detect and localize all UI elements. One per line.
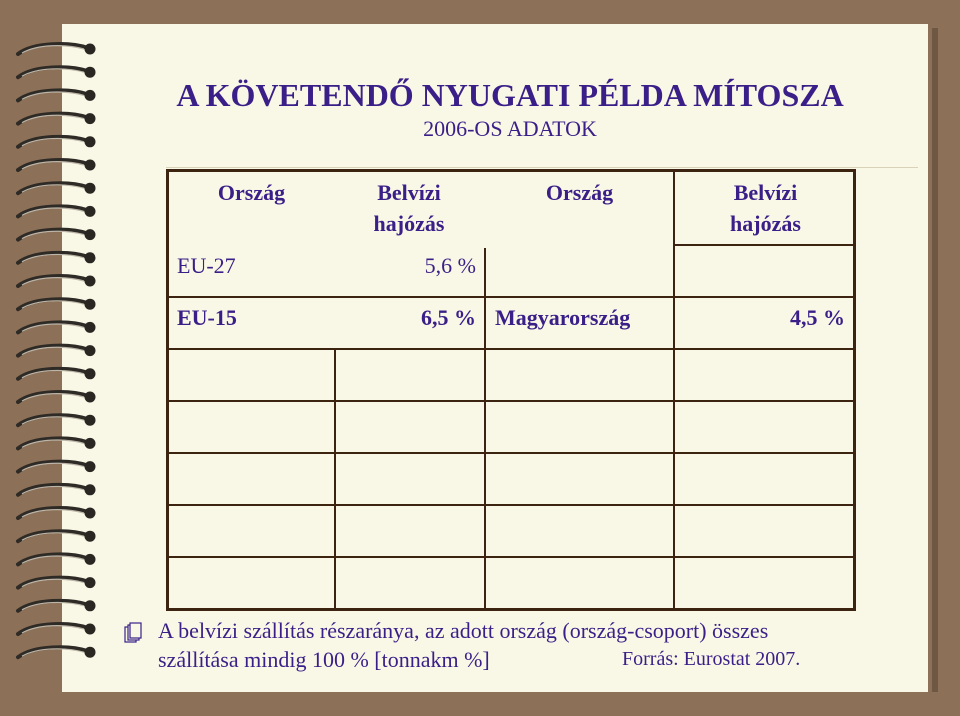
table-vline xyxy=(334,348,336,611)
spiral-hole xyxy=(85,438,96,449)
row2-country: EU-15 xyxy=(177,305,237,330)
spiral-hole xyxy=(85,647,96,658)
spiral-hole xyxy=(85,531,96,542)
spiral-hole xyxy=(85,461,96,472)
title-divider xyxy=(166,167,918,168)
page-bullet-icon xyxy=(124,622,142,644)
spiral-hole xyxy=(85,229,96,240)
spiral-hole xyxy=(85,508,96,519)
header-inland-2-line1: Belvízi xyxy=(733,180,798,205)
data-table xyxy=(166,169,856,611)
spiral-hole xyxy=(85,345,96,356)
header-inland-1-line1: Belvízi xyxy=(377,180,441,205)
header-inland-1-line2: hajózás xyxy=(373,211,445,236)
spiral-hole xyxy=(85,322,96,333)
spiral-hole xyxy=(85,600,96,611)
page-subtitle: 2006-OS ADATOK xyxy=(423,116,597,141)
spiral-hole xyxy=(85,484,96,495)
header-country-2: Ország xyxy=(545,180,614,205)
footnote-line-2: szállítása mindig 100 % [tonnakm %] xyxy=(158,647,490,672)
spiral-hole xyxy=(85,160,96,171)
row2-value2: 4,5 % xyxy=(790,305,845,330)
table-hline xyxy=(169,556,856,558)
spiral-hole xyxy=(85,44,96,55)
table-hline xyxy=(169,296,856,298)
spiral-hole xyxy=(85,299,96,310)
table-hline xyxy=(169,400,856,402)
spiral-hole xyxy=(85,392,96,403)
spiral-hole xyxy=(85,624,96,635)
spiral-hole xyxy=(85,577,96,588)
spiral-hole xyxy=(85,183,96,194)
row1-country: EU-27 xyxy=(177,253,236,278)
header-country-1: Ország xyxy=(217,180,286,205)
page-title: A KÖVETENDŐ NYUGATI PÉLDA MÍTOSZA xyxy=(176,77,844,113)
spiral-hole xyxy=(85,415,96,426)
row2-country2: Magyarország xyxy=(495,305,631,330)
row1-value: 5,6 % xyxy=(424,253,476,278)
table-hline xyxy=(673,244,856,246)
row2-value: 6,5 % xyxy=(421,305,476,330)
table-hline xyxy=(169,452,856,454)
spiral-hole xyxy=(85,252,96,263)
spiral-hole xyxy=(85,368,96,379)
table-hline xyxy=(169,348,856,350)
table-hline xyxy=(169,504,856,506)
header-inland-2-line2: hajózás xyxy=(730,211,801,236)
spiral-hole xyxy=(85,206,96,217)
footnote-line-1: A belvízi szállítás részaránya, az adott ország (ország-csoport) összes xyxy=(158,618,769,643)
source-citation: Forrás: Eurostat 2007. xyxy=(622,648,801,670)
spiral-hole xyxy=(85,554,96,565)
spiral-hole xyxy=(85,276,96,287)
